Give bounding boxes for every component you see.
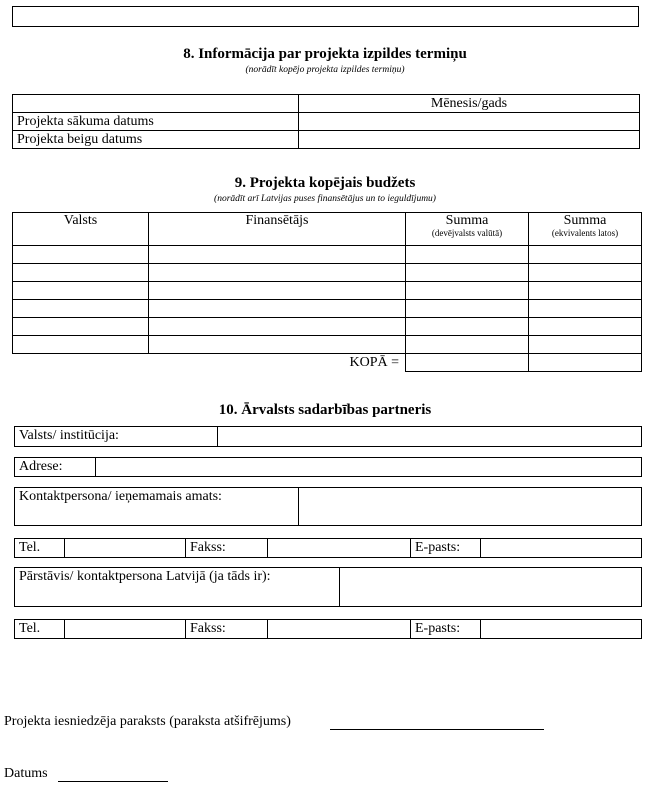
tel-label-box bbox=[14, 538, 65, 558]
budget-row bbox=[13, 282, 642, 300]
sum-foreign-note: (devējvalsts valūtā) bbox=[431, 228, 503, 238]
budget-row bbox=[13, 336, 642, 354]
budget-cell[interactable] bbox=[13, 336, 149, 354]
project-term-table bbox=[12, 94, 640, 149]
budget-cell[interactable] bbox=[13, 318, 149, 336]
budget-cell[interactable] bbox=[13, 264, 149, 282]
representative-input[interactable] bbox=[339, 567, 642, 607]
budget-cell[interactable] bbox=[149, 300, 406, 318]
end-date-input[interactable] bbox=[299, 131, 640, 149]
signature-line[interactable] bbox=[330, 729, 544, 730]
budget-cell[interactable] bbox=[149, 246, 406, 264]
date-line[interactable] bbox=[58, 781, 168, 782]
budget-cell[interactable] bbox=[529, 318, 642, 336]
budget-cell[interactable] bbox=[529, 264, 642, 282]
country-institution-label-box bbox=[14, 426, 218, 447]
budget-cell[interactable] bbox=[529, 300, 642, 318]
budget-row bbox=[13, 264, 642, 282]
country-institution-input[interactable] bbox=[217, 426, 642, 447]
tel-input-2[interactable] bbox=[64, 619, 186, 639]
fax-label: Fakss: bbox=[190, 540, 226, 555]
section10-title: 10. Ārvalsts sadarbības partneris bbox=[218, 402, 432, 418]
budget-cell[interactable] bbox=[406, 282, 529, 300]
email-label: E-pasts: bbox=[415, 540, 461, 555]
fax-label-box-2 bbox=[185, 619, 268, 639]
representative-label-box bbox=[14, 567, 340, 607]
term-corner-cell bbox=[13, 95, 299, 113]
country-institution-label: Valsts/ institūcija: bbox=[19, 428, 119, 443]
budget-cell[interactable] bbox=[529, 336, 642, 354]
section8-subtitle: (norādīt kopējo projekta izpildes termiņu) bbox=[245, 65, 405, 75]
total-lats-cell[interactable] bbox=[529, 354, 642, 372]
budget-table bbox=[12, 212, 642, 372]
total-foreign-cell[interactable] bbox=[406, 354, 529, 372]
budget-cell[interactable] bbox=[406, 246, 529, 264]
col-country-header: Valsts bbox=[13, 213, 149, 246]
col-funder-header: Finansētājs bbox=[149, 213, 406, 246]
fax-label-box bbox=[185, 538, 268, 558]
budget-cell[interactable] bbox=[406, 318, 529, 336]
budget-cell[interactable] bbox=[529, 282, 642, 300]
col-sum-foreign-header bbox=[406, 213, 529, 246]
month-year-header: Mēnesis/gads bbox=[299, 95, 640, 113]
contact-person-input[interactable] bbox=[298, 487, 642, 526]
fax-label-2: Fakss: bbox=[190, 621, 226, 636]
budget-row bbox=[13, 318, 642, 336]
budget-cell[interactable] bbox=[406, 264, 529, 282]
budget-row bbox=[13, 246, 642, 264]
section8-title: 8. Informācija par projekta izpildes termiņu bbox=[183, 46, 467, 62]
tel-label-box-2 bbox=[14, 619, 65, 639]
start-date-label: Projekta sākuma datums bbox=[13, 113, 299, 131]
section9-title: 9. Projekta kopējais budžets bbox=[234, 175, 416, 191]
start-date-input[interactable] bbox=[299, 113, 640, 131]
budget-cell[interactable] bbox=[529, 246, 642, 264]
section9-subtitle: (norādīt arī Latvijas puses finansētājus un to ieguldījumu) bbox=[214, 194, 436, 204]
budget-cell[interactable] bbox=[406, 336, 529, 354]
budget-cell[interactable] bbox=[149, 336, 406, 354]
sum-foreign-label: Summa bbox=[445, 213, 489, 228]
col-sum-lats-header bbox=[529, 213, 642, 246]
email-input-2[interactable] bbox=[480, 619, 642, 639]
budget-cell[interactable] bbox=[13, 246, 149, 264]
tel-label-2: Tel. bbox=[19, 621, 41, 636]
budget-cell[interactable] bbox=[13, 282, 149, 300]
email-label-box-2 bbox=[410, 619, 481, 639]
address-input[interactable] bbox=[95, 457, 642, 477]
top-empty-box bbox=[12, 6, 639, 27]
email-label-2: E-pasts: bbox=[415, 621, 461, 636]
sum-lats-label: Summa bbox=[563, 213, 607, 228]
budget-cell[interactable] bbox=[406, 300, 529, 318]
tel-input[interactable] bbox=[64, 538, 186, 558]
representative-label: Pārstāvis/ kontaktpersona Latvijā (ja tāds ir): bbox=[19, 569, 271, 584]
contact-person-label-box bbox=[14, 487, 299, 526]
email-input[interactable] bbox=[480, 538, 642, 558]
tel-label: Tel. bbox=[19, 540, 41, 555]
budget-cell[interactable] bbox=[13, 300, 149, 318]
budget-cell[interactable] bbox=[149, 318, 406, 336]
budget-row bbox=[13, 300, 642, 318]
email-label-box bbox=[410, 538, 481, 558]
budget-total-row bbox=[13, 354, 642, 372]
total-label: KOPĀ = bbox=[349, 354, 399, 370]
budget-cell[interactable] bbox=[149, 264, 406, 282]
address-label: Adrese: bbox=[19, 459, 63, 474]
fax-input-2[interactable] bbox=[267, 619, 411, 639]
fax-input[interactable] bbox=[267, 538, 411, 558]
end-date-label: Projekta beigu datums bbox=[13, 131, 299, 149]
contact-person-label: Kontaktpersona/ ieņemamais amats: bbox=[19, 489, 222, 504]
budget-cell[interactable] bbox=[149, 282, 406, 300]
address-label-box bbox=[14, 457, 96, 477]
signature-label: Projekta iesniedzēja paraksts (paraksta atšifrējums) bbox=[4, 714, 291, 729]
sum-lats-note: (ekvivalents latos) bbox=[551, 228, 619, 238]
date-label: Datums bbox=[4, 766, 48, 781]
